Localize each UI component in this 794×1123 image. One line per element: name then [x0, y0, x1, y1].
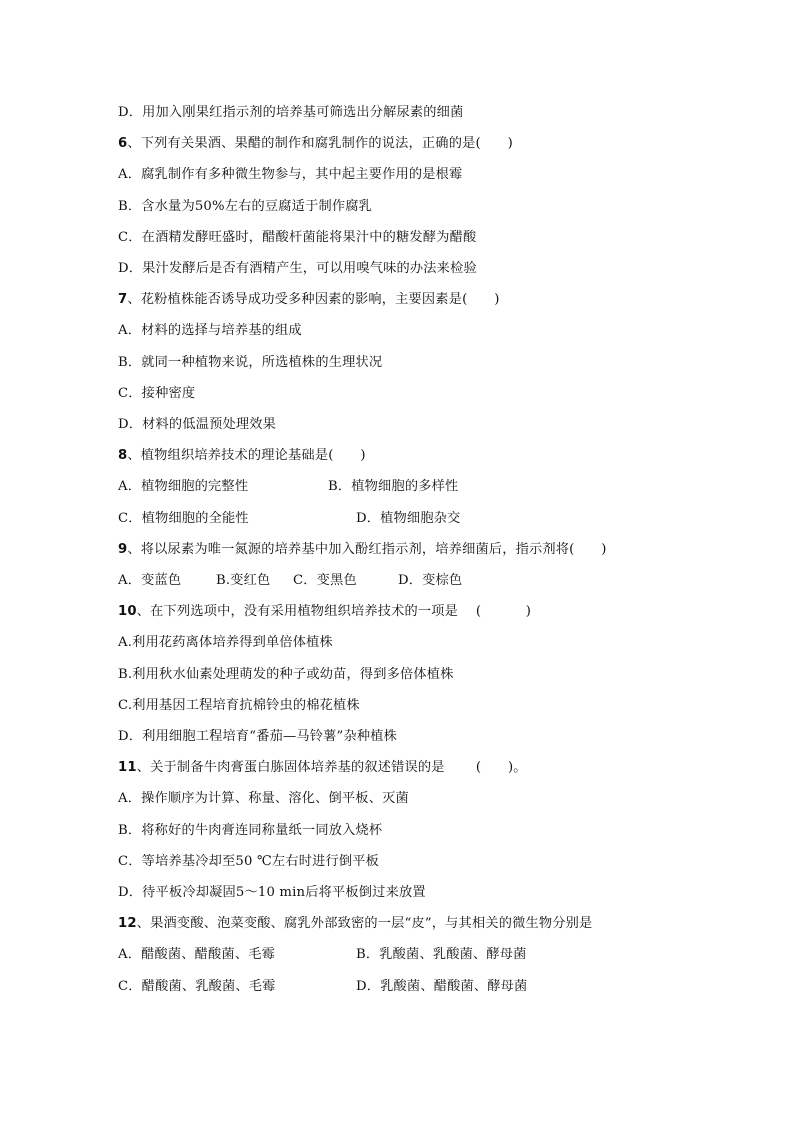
q6-stem — [118, 135, 513, 153]
q12-option-c: C．醋酸菌、乳酸菌、毛霉 — [118, 979, 276, 994]
q10-option-a: A.利用花药离体培养得到单倍体植株 — [118, 635, 333, 650]
q10-option-b: B.利用秋水仙素处理萌发的种子或幼苗，得到多倍体植株 — [118, 667, 454, 682]
q12-number: 12 — [118, 916, 137, 931]
q12-option-d: D．乳酸菌、醋酸菌、酵母菌 — [356, 979, 528, 994]
q11-option-d: D．待平板冷却凝固5～10 min后将平板倒过来放置 — [118, 885, 426, 900]
q6-option-b: B．含水量为50%左右的豆腐适于制作腐乳 — [118, 199, 373, 214]
q7-option-d: D．材料的低温预处理效果 — [118, 417, 277, 432]
q7-stem — [118, 291, 500, 309]
q11-option-a: A．操作顺序为计算、称量、溶化、倒平板、灭菌 — [118, 791, 409, 806]
q7-option-c: C．接种密度 — [118, 386, 196, 401]
q6-number: 6 — [118, 136, 128, 151]
q9-stem — [118, 541, 607, 559]
q10-number: 10 — [118, 604, 137, 619]
q8-stem-text: 、植物组织培养技术的理论基础是( ) — [127, 448, 366, 463]
q10-stem-text: 、在下列选项中，没有采用植物组织培养技术的一项是 ( ) — [136, 604, 532, 619]
q11-number: 11 — [118, 760, 137, 775]
q10-option-d: D．利用细胞工程培育“番茄—马铃薯”杂种植株 — [118, 729, 398, 744]
q6-option-c: C．在酒精发酵旺盛时，醋酸杆菌能将果汁中的糖发酵为醋酸 — [118, 230, 477, 245]
q9-option-a: A．变蓝色 — [118, 573, 182, 588]
q12-stem — [118, 915, 592, 933]
q9-option-b: B.变红色 — [216, 573, 271, 588]
q11-option-c: C．等培养基冷却至50 ℃左右时进行倒平板 — [118, 854, 380, 869]
q11-stem — [118, 759, 527, 777]
q5-option-d: D．用加入刚果红指示剂的培养基可筛选出分解尿素的细菌 — [118, 105, 464, 120]
q8-option-d: D．植物细胞杂交 — [356, 511, 461, 526]
q11-option-b: B．将称好的牛肉膏连同称量纸一同放入烧杯 — [118, 823, 383, 838]
q8-stem — [118, 447, 366, 465]
q6-option-d: D．果汁发酵后是否有酒精产生，可以用嗅气味的办法来检验 — [118, 261, 477, 276]
q12-stem-text: 、果酒变酸、泡菜变酸、腐乳外部致密的一层“皮”，与其相关的微生物分别是 — [136, 916, 593, 931]
q10-option-c: C.利用基因工程培育抗棉铃虫的棉花植株 — [118, 698, 360, 713]
q7-stem-text: 、花粉植株能否诱导成功受多种因素的影响，主要因素是( ) — [127, 292, 500, 307]
q9-option-d: D．变棕色 — [398, 573, 463, 588]
q7-option-a: A．材料的选择与培养基的组成 — [118, 323, 302, 338]
q9-stem-text: 、将以尿素为唯一氮源的培养基中加入酚红指示剂，培养细菌后，指示剂将( ) — [127, 542, 607, 557]
q8-option-c: C．植物细胞的全能性 — [118, 511, 249, 526]
q9-number: 9 — [118, 542, 128, 557]
q12-option-b: B．乳酸菌、乳酸菌、酵母菌 — [356, 947, 527, 962]
q11-stem-text: 、关于制备牛肉膏蛋白胨固体培养基的叙述错误的是 ( )。 — [136, 760, 527, 775]
q8-option-b: B．植物细胞的多样性 — [328, 479, 459, 494]
q7-number: 7 — [118, 292, 128, 307]
q7-option-b: B．就同一种植物来说，所选植株的生理状况 — [118, 355, 383, 370]
q10-stem — [118, 603, 531, 621]
q6-stem-text: 、下列有关果酒、果醋的制作和腐乳制作的说法，正确的是( ) — [127, 136, 513, 151]
q6-option-a: A．腐乳制作有多种微生物参与，其中起主要作用的是根霉 — [118, 167, 463, 182]
q8-option-a: A．植物细胞的完整性 — [118, 479, 249, 494]
q8-number: 8 — [118, 448, 128, 463]
q12-option-a: A．醋酸菌、醋酸菌、毛霉 — [118, 947, 275, 962]
q9-option-c: C．变黑色 — [293, 573, 357, 588]
